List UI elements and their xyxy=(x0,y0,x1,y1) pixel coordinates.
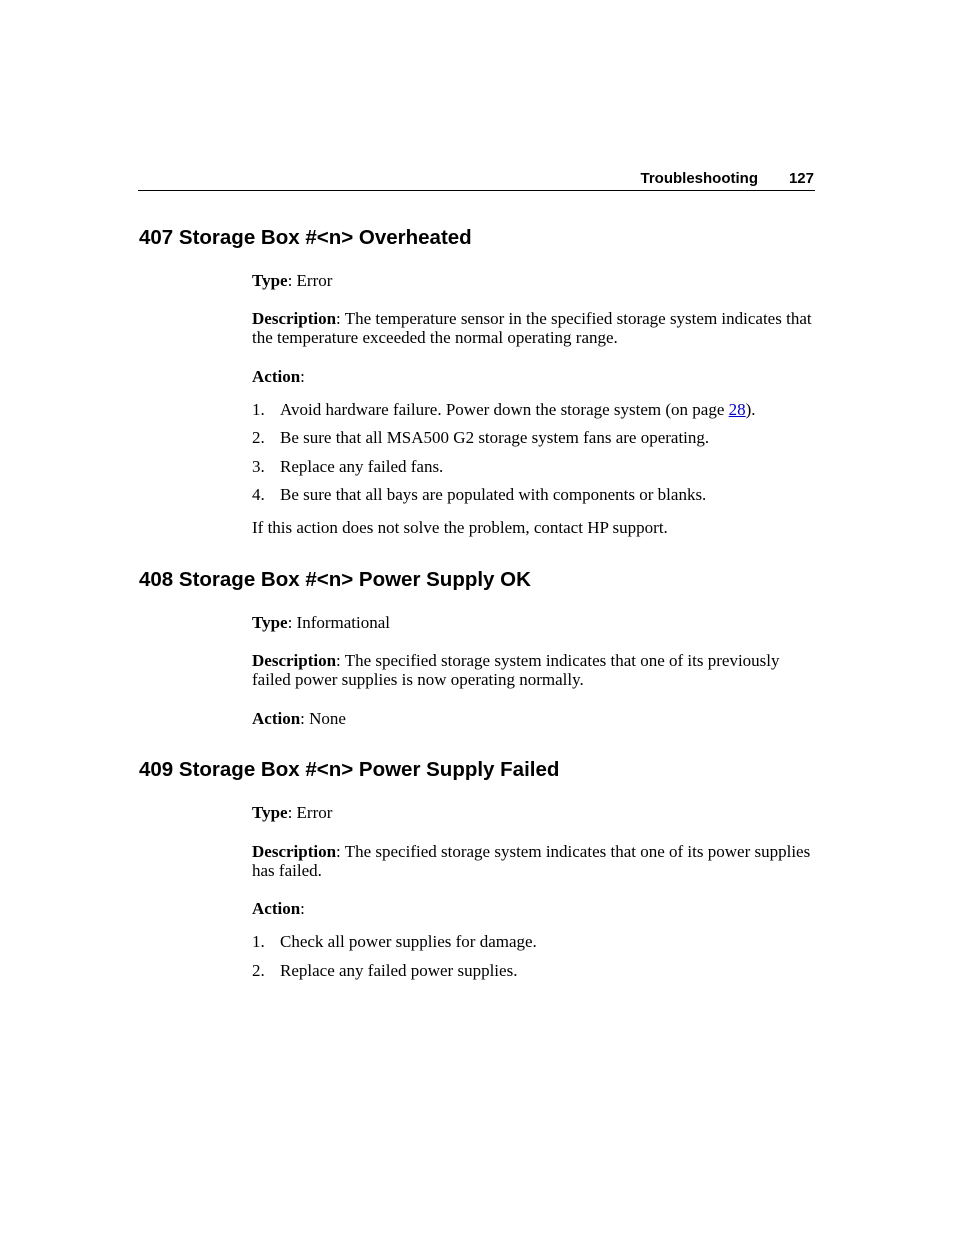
action-text: : None xyxy=(300,709,346,728)
page-number: 127 xyxy=(788,170,814,187)
section-407-footer-note: If this action does not solve the problem, contact HP support. xyxy=(252,518,668,537)
action-label: Action xyxy=(252,367,301,386)
action-label: Action xyxy=(252,709,301,728)
type-label: Type xyxy=(252,803,288,822)
list-number: 1. xyxy=(252,932,265,951)
section-408-title: 408 Storage Box #<n> Power Supply OK xyxy=(139,568,531,591)
action-text: : xyxy=(300,899,305,918)
list-number: 1. xyxy=(252,400,265,419)
list-text: Replace any failed power supplies. xyxy=(280,961,518,980)
type-label: Type xyxy=(252,271,288,290)
section-407-action xyxy=(252,367,812,386)
section-408-description xyxy=(252,651,812,689)
section-407-description xyxy=(252,309,812,347)
section-409-type xyxy=(252,803,812,822)
section-409-description xyxy=(252,842,812,880)
type-value: : Informational xyxy=(287,613,391,632)
action-text: : xyxy=(300,367,305,386)
list-number: 2. xyxy=(252,428,265,447)
section-409-title: 409 Storage Box #<n> Power Supply Failed xyxy=(139,758,560,781)
list-number: 3. xyxy=(252,457,265,476)
section-409-action xyxy=(252,899,812,918)
description-text: : The temperature sensor in the specified storage system indicates that the temperature exceeded the normal operating range. xyxy=(252,309,812,347)
list-number: 4. xyxy=(252,485,265,504)
type-label: Type xyxy=(252,613,288,632)
list-number: 2. xyxy=(252,961,265,980)
description-label: Description xyxy=(252,842,337,861)
type-value: : Error xyxy=(287,271,333,290)
header-section-title: Troubleshooting xyxy=(640,170,758,187)
action-label: Action xyxy=(252,899,301,918)
list-text: Replace any failed fans. xyxy=(280,457,444,476)
list-text: Check all power supplies for damage. xyxy=(280,932,537,951)
description-label: Description xyxy=(252,651,337,670)
section-408-type xyxy=(252,613,812,632)
page-header xyxy=(138,168,815,191)
description-text: : The specified storage system indicates that one of its previously failed power supplies is now operating normally. xyxy=(252,651,780,689)
description-text: : The specified storage system indicates that one of its power supplies has failed. xyxy=(252,842,811,880)
section-407-title: 407 Storage Box #<n> Overheated xyxy=(139,226,472,249)
description-label: Description xyxy=(252,309,337,328)
type-value: : Error xyxy=(287,803,333,822)
page-28-link[interactable]: 28 xyxy=(728,400,746,419)
list-text: Be sure that all bays are populated with components or blanks. xyxy=(280,485,707,504)
section-408-action xyxy=(252,709,812,728)
section-407-type xyxy=(252,271,812,290)
list-text: Avoid hardware failure. Power down the storage system (on page 28). xyxy=(280,400,756,419)
list-text: Be sure that all MSA500 G2 storage system fans are operating. xyxy=(280,428,710,447)
